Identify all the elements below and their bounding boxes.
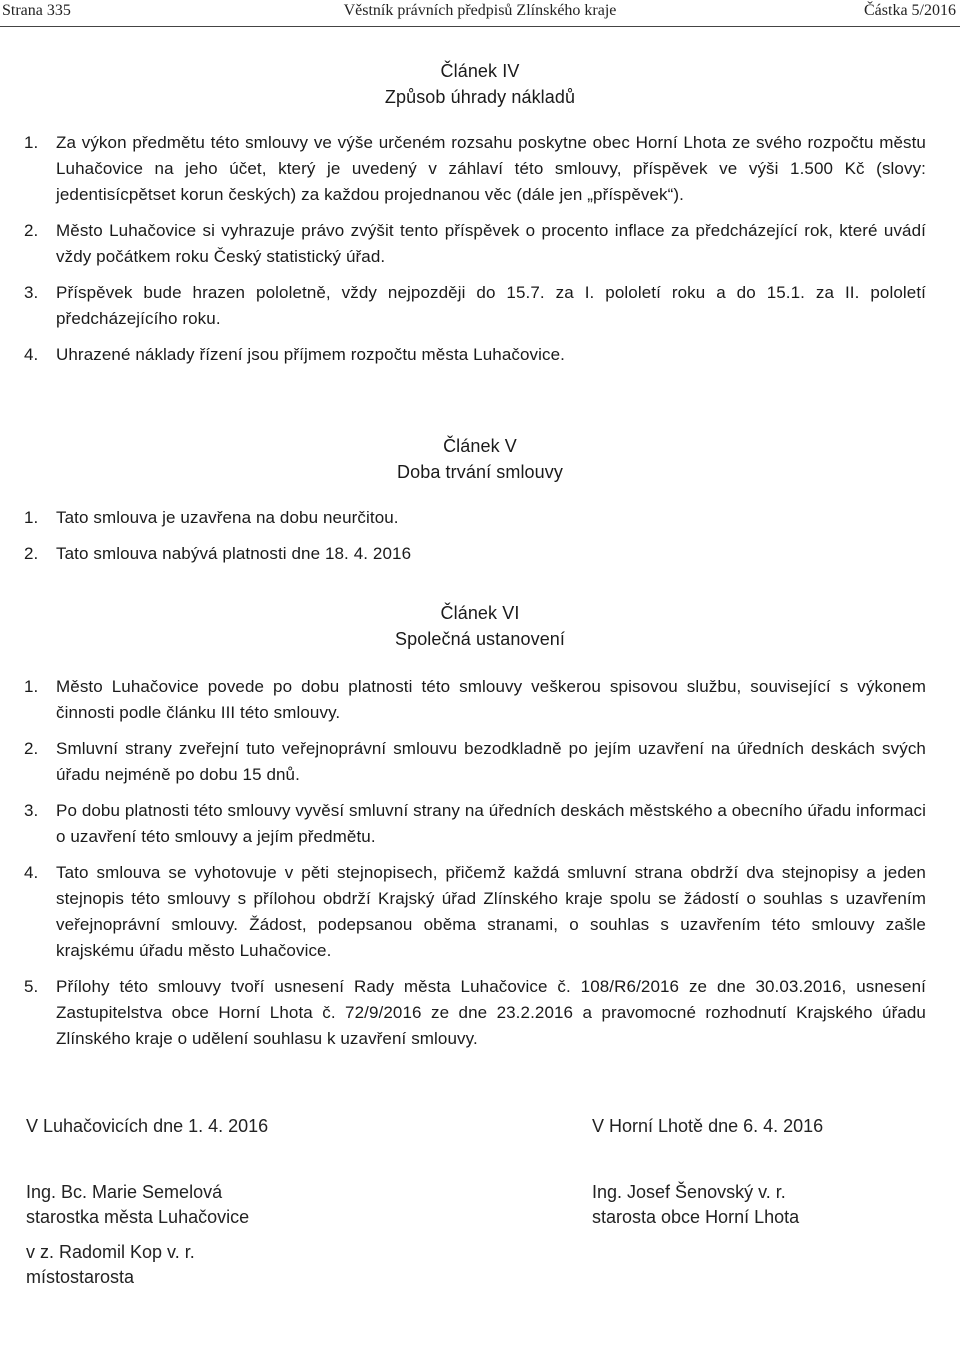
clause-text: Smluvní strany zveřejní tuto veřejnoprávní smlouvu bezodkladně po jejím uzavření na úředních deskách svých úřadu nejméně po dobu 15 dnů. [56, 739, 926, 784]
article-clauses [24, 505, 926, 567]
clause-number: 2. [24, 544, 39, 563]
clause-number: 2. [24, 221, 39, 240]
clause-item [24, 736, 926, 788]
page-header [0, 0, 960, 27]
article-subtitle: Doba trvání smlouvy [397, 462, 563, 482]
article-clauses [24, 674, 926, 1062]
clause-item [24, 130, 926, 208]
clause-item [24, 342, 926, 368]
article-heading [0, 600, 960, 652]
signature-place-date-right: V Horní Lhotě dne 6. 4. 2016 [592, 1116, 824, 1136]
clause-item [24, 798, 926, 850]
clause-number: 3. [24, 801, 39, 820]
signatory-role: starostka města Luhačovice [26, 1207, 250, 1227]
clause-number: 5. [24, 977, 39, 996]
page-number: Strana 335 [2, 2, 71, 19]
deputy-name: v z. Radomil Kop v. r. [26, 1242, 195, 1262]
clause-text: Tato smlouva je uzavřena na dobu neurčitou. [56, 508, 399, 527]
clause-text: Město Luhačovice povede po dobu platnosti této smlouvy veškerou spisovou službu, související s výkonem činnosti podle článku III této smlouvy. [56, 677, 926, 722]
clause-text: Uhrazené náklady řízení jsou příjmem rozpočtu města Luhačovice. [56, 345, 565, 364]
clause-number: 1. [24, 508, 39, 527]
signatory-name: Ing. Josef Šenovský v. r. [592, 1182, 786, 1202]
clause-text: Město Luhačovice si vyhrazuje právo zvýšit tento příspěvek o procento inflace za předcházející rok, které uvádí vždy počátkem roku Český statistický úřad. [56, 221, 926, 266]
deputy-role: místostarosta [26, 1267, 135, 1287]
clause-number: 4. [24, 345, 39, 364]
clause-text: Tato smlouva se vyhotovuje v pěti stejnopisech, přičemž každá smluvní strana obdrží dva stejnopisy a jeden stejnopis této smlouvy s přílohou obdrží Krajský úřad Zlínského kraje spolu se žádostí o souhlas s uzavřením veřejnoprávní smlouvy. Žádost, podepsanou oběma stranami, o souhlas s uzavřením této smlouvy zašle krajskému úřadu město Luhačovice. [56, 863, 926, 960]
clause-number: 2. [24, 739, 39, 758]
signatory-deputy [26, 1240, 195, 1290]
clause-item [24, 280, 926, 332]
publication-title: Věstník právních předpisů Zlínského kraje [343, 2, 617, 19]
article-heading [0, 433, 960, 485]
article-title: Článek V [443, 436, 517, 456]
clause-item [24, 974, 926, 1052]
clause-text: Tato smlouva nabývá platnosti dne 18. 4. 2016 [56, 544, 412, 563]
signatory-right [592, 1180, 799, 1230]
clause-number: 3. [24, 283, 39, 302]
clause-item [24, 541, 926, 567]
article-subtitle: Způsob úhrady nákladů [384, 87, 576, 107]
signature-place-date-left: V Luhačovicích dne 1. 4. 2016 [26, 1116, 269, 1136]
article-clauses [24, 130, 926, 368]
clause-text: Přílohy této smlouvy tvoří usnesení Rady města Luhačovice č. 108/R6/2016 ze dne 30.03.2016, usnesení Zastupitelstva obce Horní Lhota č. 72/9/2016 ze dne 23.2.2016 a pravomocné rozhodnutí Krajského úřadu Zlínského kraje o udělení souhlasu k uzavření smlouvy. [56, 977, 926, 1048]
article-title: Článek IV [440, 61, 520, 81]
clause-number: 1. [24, 677, 39, 696]
clause-number: 4. [24, 863, 39, 882]
clause-text: Po dobu platnosti této smlouvy vyvěsí smluvní strany na úředních deskách městského a obecního úřadu informaci o uzavření této smlouvy a jejím předmětu. [56, 801, 926, 846]
clause-number: 1. [24, 133, 39, 152]
issue-number: Částka 5/2016 [864, 2, 956, 19]
article-subtitle: Společná ustanovení [394, 629, 566, 649]
clause-item [24, 218, 926, 270]
clause-item [24, 674, 926, 726]
signatory-name: Ing. Bc. Marie Semelová [26, 1182, 223, 1202]
signatory-role: starosta obce Horní Lhota [592, 1207, 800, 1227]
clause-text: Za výkon předmětu této smlouvy ve výše určeném rozsahu poskytne obec Horní Lhota ze svého rozpočtu městu Luhačovice na jeho účet, který je uvedený v záhlaví této smlouvy, příspěvek ve výši 1.500 Kč (slovy: jedentisícpětset korun českých) za každou projednanou věc (dále jen „příspěvek“). [56, 133, 926, 204]
article-title: Článek VI [440, 603, 520, 623]
clause-item [24, 860, 926, 964]
clause-text: Příspěvek bude hrazen pololetně, vždy nejpozději do 15.7. za I. pololetí roku a do 15.1. za II. pololetí předcházejícího roku. [56, 283, 926, 328]
article-heading [0, 58, 960, 110]
signatory-left [26, 1180, 249, 1230]
clause-item [24, 505, 926, 531]
